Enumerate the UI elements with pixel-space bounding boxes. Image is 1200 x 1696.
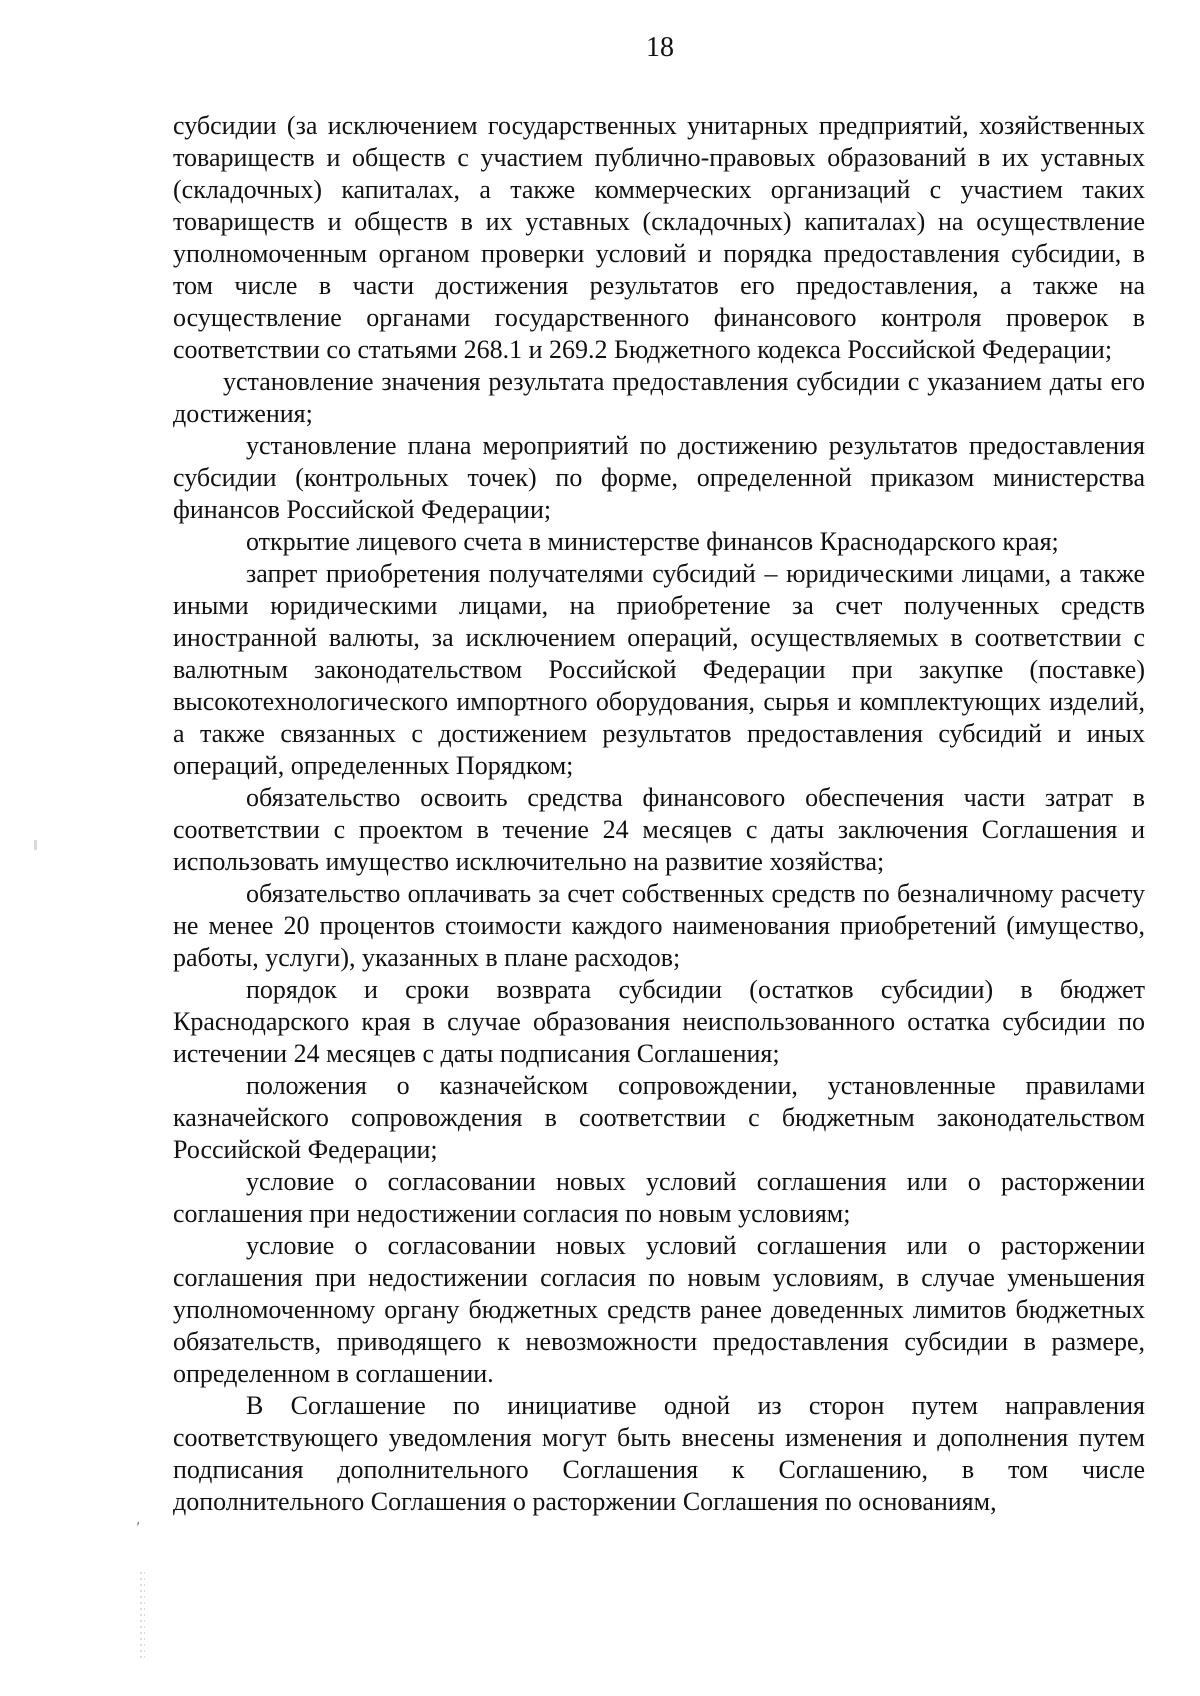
paragraph-budget-reduction: условие о согласовании новых условий соглашения или о расторжении соглашения при недостижении согласия по новым условиям, в случае уменьшения уполномоченному органу бюджетных средств ранее доведенных лимитов бюджетных обязательств, приводящего к невозможности предоставления субсидии в размере, определенном в соглашении. bbox=[173, 1231, 1145, 1388]
paragraph-personal-account: открытие лицевого счета в министерстве финансов Краснодарского края; bbox=[246, 527, 1059, 556]
paragraph-result-value: установление значения результата предоставления субсидии с указанием даты его достижения; bbox=[173, 367, 1145, 428]
page-number: 18 bbox=[646, 32, 674, 63]
paragraph-own-funds-obligation: обязательство оплачивать за счет собственных средств по безналичному расчету не менее 20 процентов стоимости каждого наименования приобретений (имущество, работы, услуги), указанных в плане расходов; bbox=[173, 879, 1145, 972]
paragraph-agreement-conditions: условие о согласовании новых условий соглашения или о расторжении соглашения при недостижении согласия по новым условиям; bbox=[173, 1167, 1145, 1228]
paragraph-action-plan: установление плана мероприятий по достижению результатов предоставления субсидии (контрольных точек) по форме, определенной приказом министерства финансов Российской Федерации; bbox=[173, 431, 1145, 524]
paragraph-currency-ban: запрет приобретения получателями субсидий – юридическими лицами, а также иными юридическими лицами, на приобретение за счет полученных средств иностранной валюты, за исключением операций, осуществляемых в соответствии с валютным законодательством Российской Федерации при закупке (поставке) высокотехнологического импортного оборудования, сырья и комплектующих изделий, а также связанных с достижением результатов предоставления субсидий и иных операций, определенных Порядком; bbox=[173, 559, 1145, 780]
document-body bbox=[173, 110, 1145, 1518]
scan-speck bbox=[34, 840, 37, 850]
scan-dots bbox=[139, 1570, 145, 1660]
paragraph-treasury-support: положения о казначейском сопровождении, установленные правилами казначейского сопровождения в соответствии с бюджетным законодательством Российской Федерации; bbox=[173, 1071, 1145, 1164]
paragraph-refund-procedure: порядок и сроки возврата субсидии (остатков субсидии) в бюджет Краснодарского края в случае образования неиспользованного остатка субсидии по истечении 24 месяцев с даты подписания Соглашения; bbox=[173, 975, 1145, 1068]
paragraph-funds-obligation: обязательство освоить средства финансового обеспечения части затрат в соответствии с проектом в течение 24 месяцев с даты заключения Соглашения и использовать имущество исключительно на развитие хозяйства; bbox=[173, 783, 1145, 876]
paragraph-agreement-amendments: В Соглашение по инициативе одной из сторон путем направления соответствующего уведомления могут быть внесены изменения и дополнения путем подписания дополнительного Соглашения к Соглашению, в том числе дополнительного Соглашения о расторжении Соглашения по основаниям, bbox=[173, 1391, 1145, 1516]
paragraph-subsidy-control: субсидии (за исключением государственных унитарных предприятий, хозяйственных товариществ и обществ с участием публично-правовых образований в их уставных (складочных) капиталах, а также коммерческих организаций с участием таких товариществ и обществ в их уставных (складочных) капиталах) на осуществление уполномоченным органом проверки условий и порядка предоставления субсидии, в том числе в части достижения результатов его предоставления, а также на осуществление органами государственного финансового контроля проверок в соответствии со статьями 268.1 и 269.2 Бюджетного кодекса Российской Федерации; bbox=[173, 111, 1145, 364]
scan-artifact: , bbox=[136, 1512, 141, 1528]
